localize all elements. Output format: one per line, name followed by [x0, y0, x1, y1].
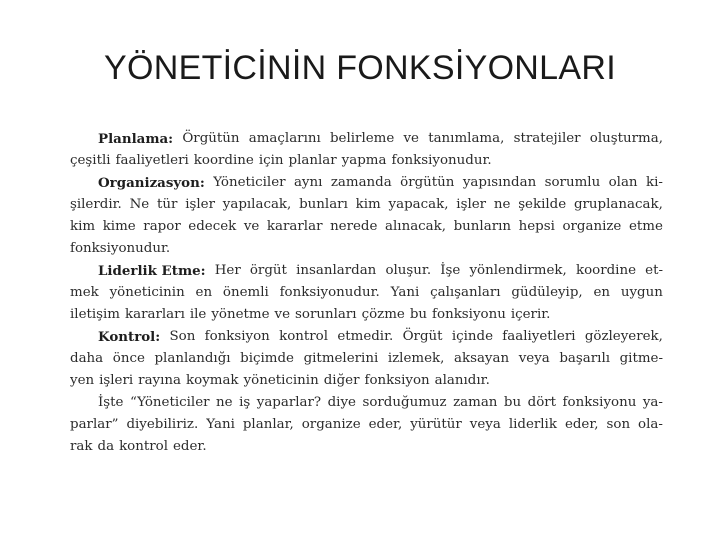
word: nerede [330, 219, 378, 234]
word: en [195, 285, 213, 300]
word: için [258, 153, 284, 168]
word: iş [239, 395, 251, 410]
word: yapacak, [388, 197, 449, 212]
word: fonksiyonudur. [70, 241, 171, 256]
paragraph-line [70, 326, 663, 348]
word: Örgütün [182, 131, 240, 146]
word: alanıdır. [434, 373, 490, 388]
word: ve [274, 307, 291, 322]
word: İşte [98, 395, 124, 410]
word: kim [70, 219, 96, 234]
paragraph-line [70, 150, 663, 172]
word: kim [355, 197, 381, 212]
word: işler [185, 197, 215, 212]
paragraph-line [70, 304, 663, 326]
word: alınacak, [385, 219, 447, 234]
word: Yani [206, 417, 235, 432]
word: sorumlu [544, 175, 601, 190]
word: et- [645, 263, 663, 278]
word: kararlar [266, 219, 323, 234]
word: “Yöneticiler [129, 395, 210, 410]
word: aynı [293, 175, 323, 190]
word: koymak [186, 373, 239, 388]
paragraph-line [70, 172, 663, 194]
word: ne [216, 395, 233, 410]
word: önemli [222, 285, 269, 300]
paragraph-line [70, 260, 663, 282]
word: tanımlama, [428, 131, 505, 146]
word: ve [403, 131, 419, 146]
word: mek [70, 285, 99, 300]
word: veya [518, 351, 550, 366]
word: planlar [288, 153, 337, 168]
word: Yani [390, 285, 420, 300]
paragraph-term: Organizasyon: [98, 175, 205, 191]
word: fonksiyonudur. [391, 153, 492, 168]
word: ki- [645, 175, 663, 190]
paragraph-line [70, 348, 663, 370]
word: yaparlar? [256, 395, 322, 410]
paragraph-line [70, 282, 663, 304]
word: bunları [299, 197, 348, 212]
word: bu [503, 395, 522, 410]
word: ya- [642, 395, 663, 410]
word: gitme- [619, 351, 663, 366]
word: amaçlarını [248, 131, 321, 146]
word: Her [214, 263, 241, 278]
word: yapma [341, 153, 387, 168]
word: stratejiler [513, 131, 581, 146]
word: da [97, 439, 115, 454]
paragraph-line [70, 370, 663, 392]
word: etmedir. [337, 329, 394, 344]
word: aksayan [453, 351, 510, 366]
word: örgüt [249, 263, 287, 278]
word: fonksiyon [364, 373, 430, 388]
word: planlar, [242, 417, 294, 432]
word: gitmelerini [303, 351, 379, 366]
word: koordine [575, 263, 636, 278]
word: daha [70, 351, 104, 366]
word: yapısından [462, 175, 537, 190]
paragraph-line [70, 194, 663, 216]
word: olan [608, 175, 638, 190]
word: organize [562, 219, 622, 234]
word: çözme [361, 307, 405, 322]
word: diye [327, 395, 356, 410]
word: etme [628, 219, 663, 234]
word: çalışanları [430, 285, 501, 300]
word: fonksiyonu [432, 307, 506, 322]
word: oluşur. [385, 263, 432, 278]
word: rayına [138, 373, 182, 388]
word: şilerdir. [70, 197, 122, 212]
word: gözleyerek, [584, 329, 663, 344]
word: önce [112, 351, 145, 366]
word: fonksiyonudur. [279, 285, 380, 300]
word: zamanda [330, 175, 392, 190]
paragraph-term: Planlama: [98, 131, 174, 147]
word: uygun [620, 285, 663, 300]
word: kime [102, 219, 136, 234]
word: diyebiliriz. [126, 417, 199, 432]
document-body [70, 128, 663, 458]
slide-title: YÖNETİCİNİN FONKSİYONLARI [104, 49, 616, 87]
word: ve [243, 219, 260, 234]
word: rak [70, 439, 93, 454]
paragraph-line [70, 128, 663, 150]
word: yen [70, 373, 95, 388]
word: Son [169, 329, 196, 344]
word: gruplanacak, [573, 197, 663, 212]
word: koordine [193, 153, 254, 168]
word: yöneticinin [243, 373, 319, 388]
word: oluşturma, [589, 131, 663, 146]
word: dört [527, 395, 557, 410]
word: işler [456, 197, 487, 212]
word: İşe [440, 263, 461, 278]
word: veya [469, 417, 501, 432]
paragraph-line [70, 216, 663, 238]
word: biçimde [240, 351, 294, 366]
word: ne [493, 197, 511, 212]
paragraph-line [70, 238, 663, 260]
word: en [593, 285, 611, 300]
word: zaman [453, 395, 498, 410]
word: liderlik [508, 417, 557, 432]
word: yöneticinin [109, 285, 185, 300]
word: fonksiyonu [562, 395, 637, 410]
word: Örgüt [402, 329, 443, 344]
word: yapılacak, [222, 197, 292, 212]
word: içerir. [510, 307, 551, 322]
paragraph-line [70, 414, 663, 436]
word: Ne [129, 197, 150, 212]
paragraph-term: Kontrol: [98, 329, 161, 345]
word: rapor [143, 219, 181, 234]
word: çeşitli [70, 153, 111, 168]
word: işleri [99, 373, 134, 388]
word: son [606, 417, 631, 432]
word: sorduğumuz [362, 395, 447, 410]
word: planlandığı [154, 351, 231, 366]
word: belirleme [329, 131, 395, 146]
word: hepsi [518, 219, 555, 234]
paragraph-term: Liderlik Etme: [98, 263, 206, 279]
word: Yöneticiler [213, 175, 286, 190]
word: bunların [453, 219, 512, 234]
word: ola- [638, 417, 663, 432]
word: şekilde [518, 197, 567, 212]
paragraph-line [70, 436, 663, 458]
word: yönetme [211, 307, 270, 322]
word: yönlendirmek, [469, 263, 567, 278]
word: diğer [323, 373, 360, 388]
word: insanlardan [296, 263, 377, 278]
word: güdüleyip, [511, 285, 583, 300]
word: fonksiyon [204, 329, 270, 344]
word: ile [189, 307, 207, 322]
word: eder, [564, 417, 599, 432]
word: iletişim [70, 307, 121, 322]
word: kontrol [279, 329, 329, 344]
word: edecek [188, 219, 237, 234]
word: örgütün [400, 175, 455, 190]
word: organize [301, 417, 361, 432]
word: yürütür [410, 417, 462, 432]
word: kontrol [119, 439, 168, 454]
word: faaliyetleri [502, 329, 576, 344]
word: faaliyetleri [115, 153, 189, 168]
word: başarılı [559, 351, 611, 366]
word: izlemek, [387, 351, 445, 366]
word: parlar” [70, 417, 119, 432]
word: eder. [173, 439, 207, 454]
word: eder, [368, 417, 403, 432]
word: tür [157, 197, 178, 212]
word: bu [409, 307, 428, 322]
paragraph-line [70, 392, 663, 414]
word: içinde [451, 329, 493, 344]
word: kararları [125, 307, 185, 322]
word: sorunları [295, 307, 357, 322]
